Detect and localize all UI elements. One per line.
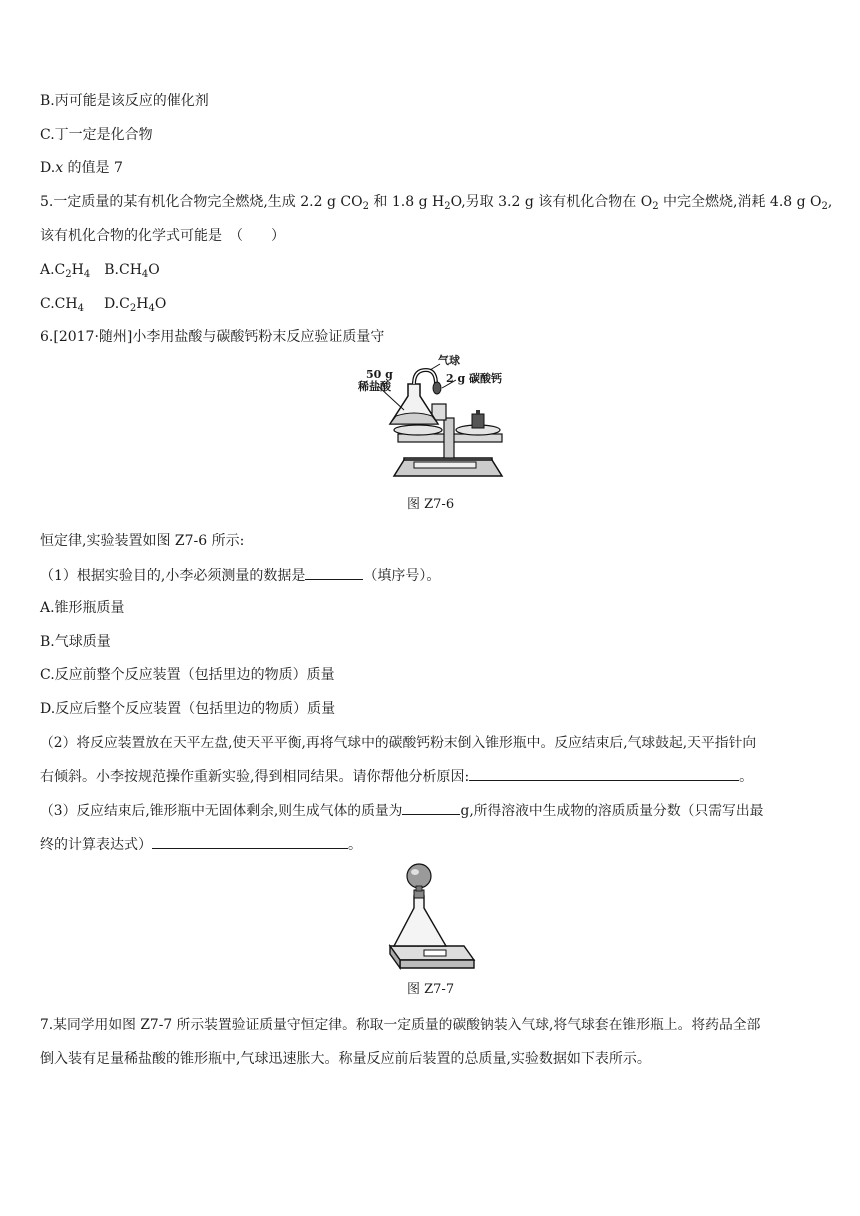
q5-option-a-tail: H xyxy=(71,262,84,278)
q5-text-4: 中完全燃烧,消耗 4.8 g O xyxy=(658,194,822,210)
q6-subquestion-2-line2 xyxy=(40,766,753,787)
figure-z7-7 xyxy=(386,860,476,972)
q5-options-row2 xyxy=(40,294,166,314)
q6-sub2-tail: 。 xyxy=(739,769,754,785)
q7-stem-line1: 7.某同学用如图 Z7-7 所示装置验证质量守恒定律。称取一定质量的碳酸钠装入气球,将气球套在锥形瓶上。将药品全部 xyxy=(40,1017,761,1033)
subscript: 2 xyxy=(821,201,828,212)
q5-options-row1 xyxy=(40,260,160,280)
q5-option-a: A.C xyxy=(40,262,66,278)
figure-z7-6 xyxy=(350,354,510,488)
answer-blank[interactable] xyxy=(402,800,460,815)
q6-sub1-tail: （填序号）。 xyxy=(363,568,441,584)
answer-blank[interactable] xyxy=(469,766,739,781)
q5-option-d-mid: H xyxy=(136,296,149,312)
q4-option-d-prefix: D. xyxy=(40,160,56,176)
fig6-label-caco3: 2 g 碳酸钙 xyxy=(446,372,503,385)
q6-option-d: D.反应后整个反应装置（包括里边的物质）质量 xyxy=(40,701,336,717)
q4-option-d-variable: x xyxy=(55,160,64,176)
fig6-label-acid-mass: 50 g xyxy=(366,368,393,381)
q6-subquestion-3-line2 xyxy=(40,834,362,855)
q7-stem-line2: 倒入装有足量稀盐酸的锥形瓶中,气球迅速胀大。称量反应前后装置的总质量,实验数据如下表所示。 xyxy=(40,1051,651,1067)
fig6-label-acid: 稀盐酸 xyxy=(358,380,391,393)
subscript: 2 xyxy=(362,201,369,212)
q5-option-c: C.CH xyxy=(40,296,78,312)
q5-text-5: , xyxy=(827,194,833,210)
subscript: 2 xyxy=(129,303,137,314)
q6-sub2-text: 右倾斜。小李按规范操作重新实验,得到相同结果。请你帮他分析原因: xyxy=(40,769,470,785)
subscript: 2 xyxy=(652,201,659,212)
q4-option-b: B.丙可能是该反应的催化剂 xyxy=(40,93,209,109)
answer-blank[interactable] xyxy=(305,565,363,580)
q6-sub1-text: （1）根据实验目的,小李必须测量的数据是 xyxy=(40,568,306,584)
q5-text-3: O,另取 3.2 g 该有机化合物在 O xyxy=(450,194,653,210)
q6-option-b: B.气球质量 xyxy=(40,634,111,650)
subscript: 2 xyxy=(444,201,451,212)
q6-sub3-line2-tail: 。 xyxy=(348,837,362,853)
q5-option-b-tail: O xyxy=(148,262,160,278)
subscript: 4 xyxy=(141,269,149,280)
subscript: 4 xyxy=(77,303,84,314)
q4-option-d xyxy=(40,158,123,178)
q6-sub3-line2-text: 终的计算表达式） xyxy=(40,837,152,853)
q5-text-1: 5.一定质量的某有机化合物完全燃烧,生成 2.2 g CO xyxy=(40,194,363,210)
subscript: 2 xyxy=(65,269,72,280)
q6-stem-line1: 6.[2017·随州]小李用盐酸与碳酸钙粉末反应验证质量守 xyxy=(40,329,385,345)
q6-sub3-text: （3）反应结束后,锥形瓶中无固体剩余,则生成气体的质量为 xyxy=(40,803,403,819)
q6-subquestion-3-line1 xyxy=(40,800,763,821)
q5-text-2: 和 1.8 g H xyxy=(368,194,445,210)
q4-option-c: C.丁一定是化合物 xyxy=(40,127,153,143)
subscript: 4 xyxy=(83,269,91,280)
q5-stem-line1 xyxy=(40,192,832,212)
q6-subquestion-1 xyxy=(40,565,440,586)
fig6-label-balloon: 气球 xyxy=(438,354,460,367)
q5-option-b: B.CH xyxy=(104,262,142,278)
q6-sub3-tail: g,所得溶液中生成物的溶质质量分数（只需写出最 xyxy=(460,803,764,819)
q5-stem-line2: 该有机化合物的化学式可能是 （ ） xyxy=(40,228,285,244)
q5-option-d-tail: O xyxy=(154,296,167,312)
q4-option-d-suffix: 的值是 7 xyxy=(63,160,123,176)
q6-subquestion-2-line1: （2）将反应装置放在天平左盘,使天平平衡,再将气球中的碳酸钙粉末倒入锥形瓶中。反应结束后,气球鼓起,天平指针向 xyxy=(40,735,757,751)
q5-option-d: D.C xyxy=(103,296,130,312)
answer-blank[interactable] xyxy=(152,834,348,849)
electronic-scale-flask-illustration xyxy=(386,860,476,972)
figure-z7-7-caption: 图 Z7-7 xyxy=(407,982,455,997)
q6-stem-line2: 恒定律,实验装置如图 Z7-6 所示: xyxy=(40,533,245,549)
q6-option-a: A.锥形瓶质量 xyxy=(40,600,125,616)
q6-option-c: C.反应前整个反应装置（包括里边的物质）质量 xyxy=(40,667,335,683)
figure-z7-6-caption: 图 Z7-6 xyxy=(407,497,455,512)
subscript: 4 xyxy=(148,303,155,314)
